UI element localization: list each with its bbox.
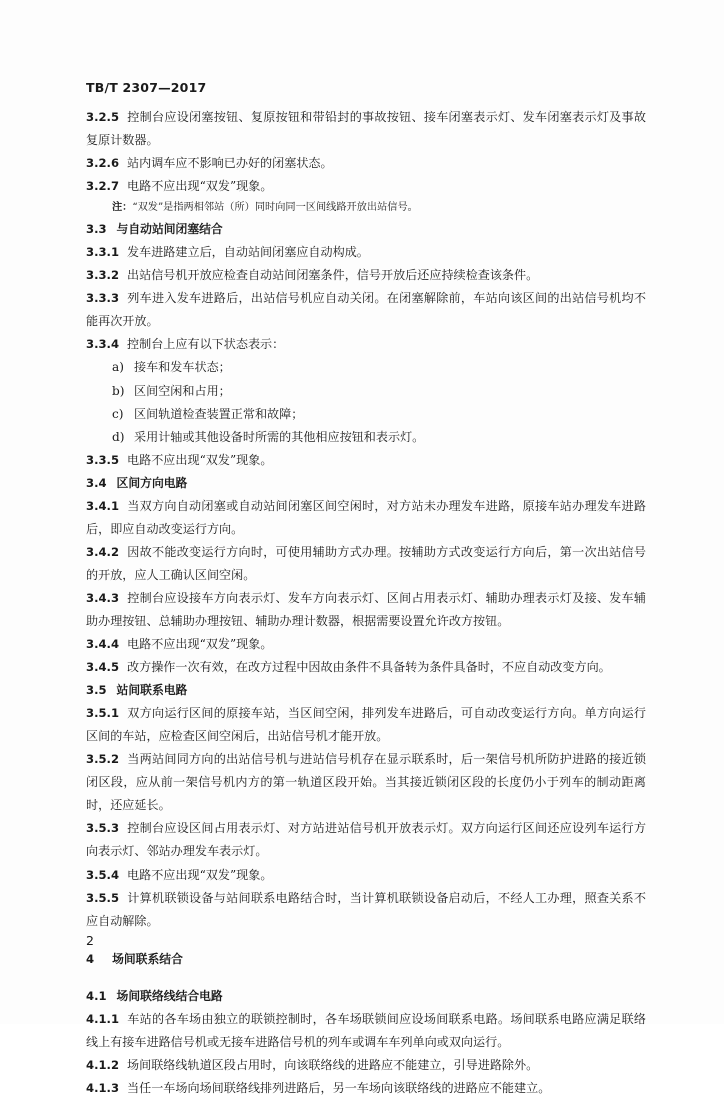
list-item <box>86 380 646 403</box>
clause-paragraph <box>86 264 646 287</box>
list-item-marker: d) <box>112 429 125 444</box>
list-item-marker: c) <box>112 406 124 421</box>
clause-text: 控制台应设接车方向表示灯、发车方向表示灯、区间占用表示灯、辅助办理表示灯及接、发车辅助办理按钮、总辅助办理按钮、辅助办理计数器，根据需要设置允许改方按钮。 <box>86 590 646 628</box>
clause-number: 3.2.6 <box>86 156 120 171</box>
list-item-marker: a) <box>112 360 124 375</box>
section-number: 3.5 <box>86 683 107 698</box>
clause-number: 4.1.2 <box>86 1057 120 1072</box>
section-title: 站间联系电路 <box>116 683 188 698</box>
clause-text: 列车进入发车进路后，出站信号机应自动关闭。在闭塞解除前，车站向该区间的出站信号机均不能再次开放。 <box>86 291 646 329</box>
clause-text: 控制台上应有以下状态表示： <box>127 337 285 352</box>
clause-number: 3.5.3 <box>86 821 120 836</box>
clause-text: 站内调车应不影响已办好的闭塞状态。 <box>127 156 333 171</box>
section-title: 场间联络线结合电路 <box>116 988 223 1003</box>
clause-number: 3.3.4 <box>86 337 120 352</box>
clause-number: 3.3.1 <box>86 245 120 260</box>
clause-text: 当任一车场向场间联络线排列进路后，另一车场向该联络线的进路应不能建立。 <box>127 1080 551 1095</box>
clause-text: 当两站间同方向的出站信号机与进站信号机存在显示联系时，后一架信号机所防护进路的接近锁闭区段，应从前一架信号机内方的第一轨道区段开始。当其接近锁闭区段的长度仍小于列车的制动距离时，还应延长。 <box>86 752 646 813</box>
clause-number: 4.1.1 <box>86 1011 120 1026</box>
clause-number: 3.5.4 <box>86 867 120 882</box>
clause-number: 3.4.5 <box>86 660 120 675</box>
clause-text: 车站的各车场由独立的联锁控制时，各车场联锁间应设场间联系电路。场间联系电路应满足联络线上有接车进路信号机或无接车进路信号机的列车或调车车列单向或双向运行。 <box>86 1011 646 1049</box>
clause-text: 出站信号机开放应检查自动站间闭塞条件，信号开放后还应持续检查该条件。 <box>127 268 539 283</box>
clause-paragraph <box>86 449 646 472</box>
section-title: 场间联系结合 <box>112 951 183 966</box>
section-spacer <box>86 973 646 985</box>
clause-paragraph <box>86 587 646 633</box>
section-heading <box>86 945 646 973</box>
clause-number: 3.4.3 <box>86 590 120 605</box>
clause-paragraph <box>86 541 646 587</box>
clause-paragraph <box>86 1008 646 1054</box>
page-number: 2 <box>86 933 94 948</box>
clause-number: 3.4.4 <box>86 637 120 652</box>
clause-number: 3.5.1 <box>86 706 120 721</box>
clause-text: 改方操作一次有效，在改方过程中因故由条件不具备转为条件具备时，不应自动改变方向。 <box>127 660 611 675</box>
section-spacer <box>86 933 646 945</box>
clause-paragraph <box>86 1054 646 1077</box>
clause-text: 电路不应出现“双发”现象。 <box>127 637 273 652</box>
clause-paragraph <box>86 152 646 175</box>
clause-number: 3.3.2 <box>86 268 120 283</box>
clause-number: 3.3.3 <box>86 291 120 306</box>
clause-text: 电路不应出现“双发”现象。 <box>127 452 273 467</box>
section-number: 3.4 <box>86 475 107 490</box>
section-title: 区间方向电路 <box>116 475 188 490</box>
clause-paragraph <box>86 106 646 152</box>
clause-paragraph <box>86 656 646 679</box>
clause-paragraph <box>86 633 646 656</box>
note-text: “双发”是指两相邻站（所）同时向同一区间线路开放出站信号。 <box>132 202 418 214</box>
clause-number: 3.2.7 <box>86 179 120 194</box>
clause-number: 3.4.2 <box>86 544 120 559</box>
section-heading <box>86 218 646 241</box>
list-item-text: 区间空闲和占用； <box>134 383 231 398</box>
section-number: 4.1 <box>86 988 107 1003</box>
section-heading <box>86 472 646 495</box>
clause-text: 电路不应出现“双发”现象。 <box>127 179 273 194</box>
list-item-text: 区间轨道检查装置正常和故障； <box>134 406 304 421</box>
clause-text: 场间联络线轨道区段占用时，向该联络线的进路应不能建立，引导进路除外。 <box>127 1057 539 1072</box>
list-item <box>86 426 646 449</box>
clause-text: 发车进路建立后，自动站间闭塞应自动构成。 <box>127 245 369 260</box>
list-item-marker: b) <box>112 383 125 398</box>
clause-paragraph <box>86 241 646 264</box>
clause-number: 3.5.5 <box>86 890 120 905</box>
clause-text: 计算机联锁设备与站间联系电路结合时，当计算机联锁设备启动后，不经人工办理，照查关系不应自动解除。 <box>86 890 646 928</box>
clause-paragraph <box>86 1077 646 1100</box>
clause-paragraph <box>86 887 646 933</box>
list-item-text: 接车和发车状态； <box>134 360 231 375</box>
clause-paragraph <box>86 175 646 198</box>
section-number: 4 <box>86 951 95 966</box>
section-heading <box>86 679 646 702</box>
section-number: 3.3 <box>86 222 107 237</box>
clause-paragraph <box>86 333 646 356</box>
clause-text: 因故不能改变运行方向时，可使用辅助方式办理。按辅助方式改变运行方向后，第一次出站信号的开放，应人工确认区间空闲。 <box>86 544 646 582</box>
note-label: 注： <box>112 202 133 214</box>
clause-paragraph <box>86 817 646 863</box>
clause-text: 当双方向自动闭塞或自动站间闭塞区间空闲时，对方站未办理发车进路，原接车站办理发车进路后，即应自动改变运行方向。 <box>86 498 646 536</box>
clause-text: 双方向运行区间的原接车站，当区间空闲，排列发车进路后，可自动改变运行方向。单方向运行区间的车站，应检查区间空闲后，出站信号机才能开放。 <box>86 706 646 744</box>
clause-number: 3.2.5 <box>86 110 120 124</box>
clause-paragraph <box>86 864 646 887</box>
standard-code-header: TB/T 2307—2017 <box>86 80 207 95</box>
clause-paragraph <box>86 495 646 541</box>
list-item-text: 采用计轴或其他设备时所需的其他相应按钮和表示灯。 <box>134 429 425 444</box>
clause-number: 3.5.2 <box>86 752 120 767</box>
clause-paragraph <box>86 748 646 817</box>
list-item <box>86 356 646 379</box>
section-heading <box>86 985 646 1008</box>
clause-text: 电路不应出现“双发”现象。 <box>127 867 273 882</box>
clause-number: 4.1.3 <box>86 1080 120 1095</box>
list-item <box>86 403 646 426</box>
clause-text: 控制台应设闭塞按钮、复原按钮和带铅封的事故按钮、接车闭塞表示灯、发车闭塞表示灯及事故复原计数器。 <box>86 110 646 148</box>
clause-number: 3.4.1 <box>86 498 120 513</box>
clause-text: 控制台应设区间占用表示灯、对方站进站信号机开放表示灯。双方向运行区间还应设列车运行方向表示灯、邻站办理发车表示灯。 <box>86 821 646 859</box>
section-title: 与自动站间闭塞结合 <box>116 222 223 237</box>
clause-paragraph <box>86 702 646 748</box>
clause-paragraph <box>86 287 646 333</box>
document-body <box>86 106 646 1100</box>
clause-number: 3.3.5 <box>86 452 120 467</box>
note-paragraph <box>86 198 646 218</box>
